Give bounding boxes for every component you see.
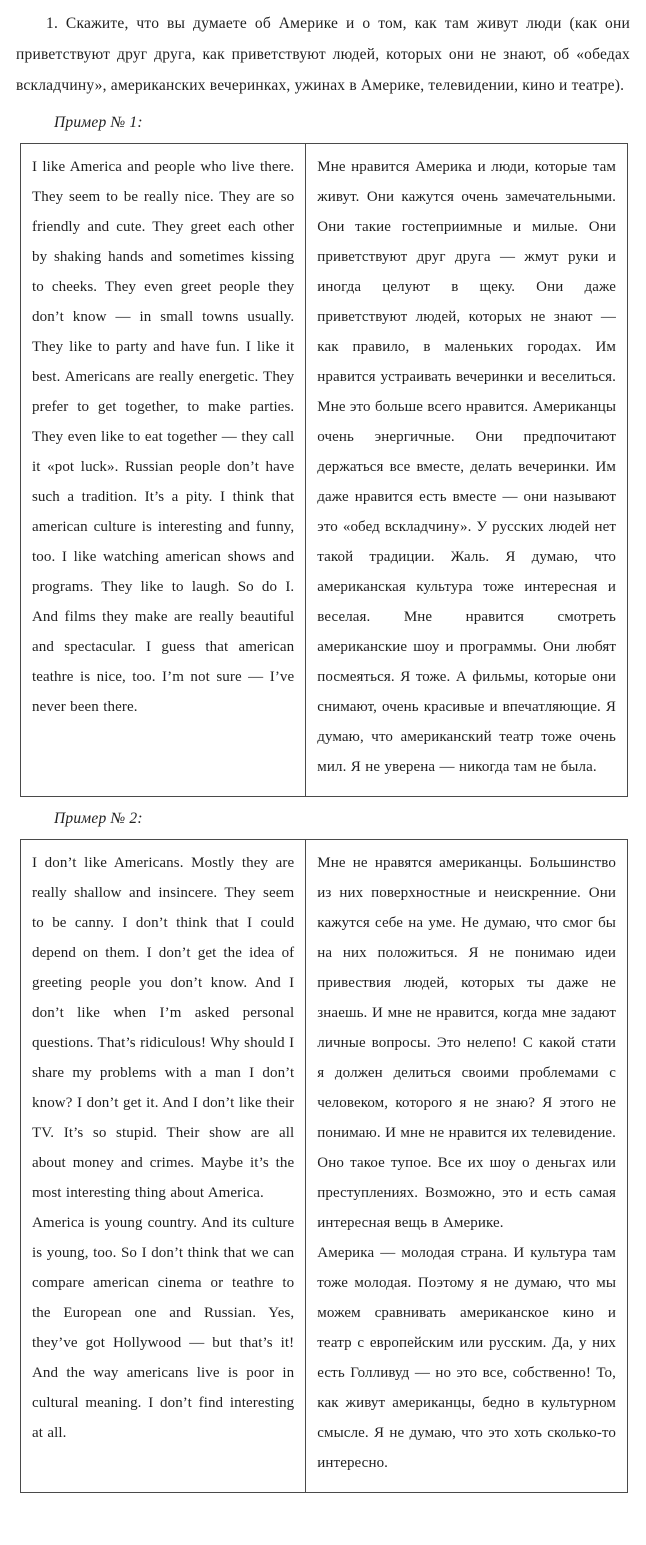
russian-paragraph: Мне не нравятся американцы. Большинство из них поверхностные и неискренние. Они кажутся себе на уме. Не думаю, что смог бы на них положиться. Я не понимаю идеи привествия людей, которых ты даже не знаешь. И мне не нравится, когда мне задают личные вопросы. Это нелепо! С какой стати я должен делиться своими проблемами с человеком, которого я не знаю? Я этого не понимаю. И мне не нравится их телевидение. Оно такое тупое. Все их шоу о деньгах или преступлениях. Возможно, это и есть самая интересная вещь в Америке. [317, 855, 616, 1231]
russian-paragraph: Мне нравится Америка и люди, которые там живут. Они кажутся очень замечательными. Они такие гостеприимные и милые. Они приветствуют друг друга — жмут руки и иногда целуют в щеку. Они даже приветствуют людей, которых не знают — как правило, в маленьких городах. Им нравится устраивать вечеринки и веселиться. Мне это больше всего нравится. Американцы очень энергичные. Они предпочитают держаться все вместе, делать вечеринки. Им даже нравится есть вместе — они называют это «обед вскладчину». У русских людей нет такой традиции. Жаль. Я думаю, что американская культура тоже интересная и веселая. Мне нравится смотреть американские шоу и программы. Они любят посмеяться. Я тоже. А фильмы, которые они снимают, очень красивые и впечатляющие. Я думаю, что американский театр тоже очень мил. Я не уверена — никогда там не была. [317, 159, 616, 775]
table-row [21, 144, 628, 797]
example2-label: Пример № 2: [54, 810, 143, 827]
english-paragraph: I like America and people who live there. They seem to be really nice. They are so friendly and cute. They greet each other by shaking hands and sometimes kissing to cheeks. They even greet people they don’t know — in small towns usually. They like to party and have fun. I like it best. Americans are really energetic. They prefer to get together, to make parties. They even like to eat together — they call it «pot luck». Russian people don’t have such a tradition. It’s a pity. I think that american culture is interesting and funny, too. I like watching american shows and programs. They like to laugh. So do I. And films they make are really beautiful and spectacular. I guess that american teathre is nice, too. I’m not sure — I’ve never been there. [32, 159, 295, 715]
example1-table [20, 143, 628, 797]
example1-english-cell [21, 144, 306, 797]
russian-paragraph: Америка — молодая страна. И культура там тоже молодая. Поэтому я не думаю, что мы можем сравнивать американское кино и театр с европейским или русским. Да, у них есть Голливуд — но это все, собственно! То, как живут американцы, бедно в культурном смысле. Я не думаю, что это хоть сколько-то интересно. [317, 1245, 616, 1471]
english-paragraph: I don’t like Americans. Mostly they are really shallow and insincere. They seem to be canny. I don’t think that I could depend on them. I don’t get the idea of greeting people you don’t know. And I don’t like when I’m asked personal questions. That’s ridiculous! Why should I share my problems with a man I don’t know? I don’t get it. And I don’t like their TV. It’s so stupid. Their show are all about money and crimes. Maybe it’s the most interesting thing about America. [32, 855, 295, 1201]
example2-russian-cell [306, 840, 628, 1493]
table-row [21, 840, 628, 1493]
example2-english-cell [21, 840, 306, 1493]
example2-table [20, 839, 628, 1493]
english-paragraph: America is young country. And its culture is young, too. So I don’t think that we can compare american cinema or teathre to the European one and Russian. Yes, they’ve got Hollywood — but that’s it! And the way americans live is poor in cultural meaning. I don’t find interesting at all. [32, 1215, 295, 1441]
task-text: 1. Скажите, что вы думаете об Америке и о том, как там живут люди (как они приветствуют друг друга, как приветствуют людей, которых они не знают, об «обедах вскладчину», американских вечеринках, ужинах в Америке, телевидении, кино и театре). [16, 15, 630, 94]
example1-russian-cell [306, 144, 628, 797]
example1-label: Пример № 1: [54, 114, 143, 131]
